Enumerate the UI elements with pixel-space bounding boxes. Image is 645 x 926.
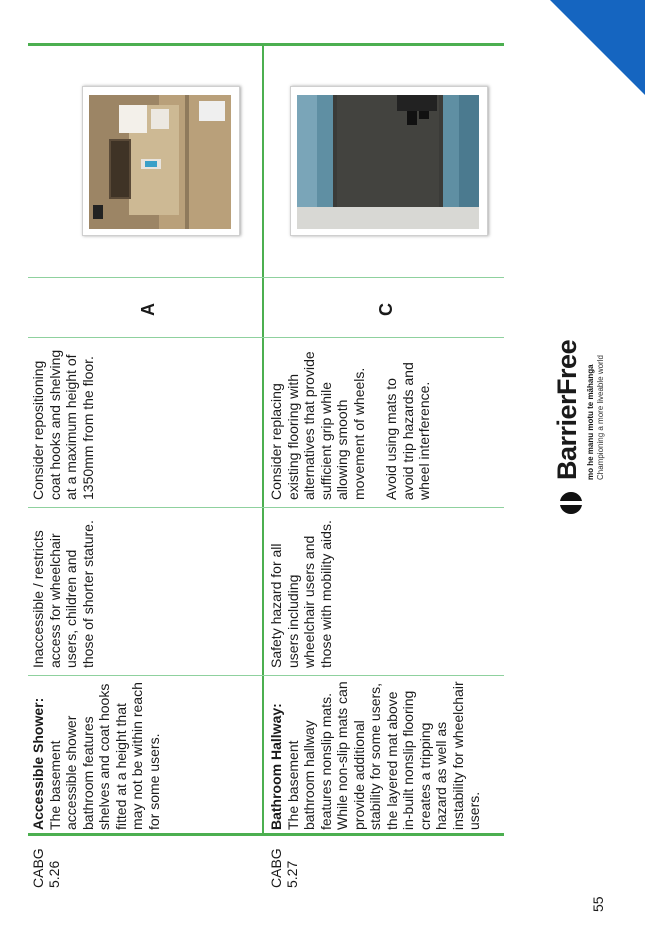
row-id: CABG 5.27 [268, 848, 300, 888]
table-left-border [28, 833, 504, 836]
barrierfree-mark-icon [558, 490, 584, 516]
issue-title: Bathroom Hallway: [268, 703, 284, 830]
shower-photo [82, 86, 240, 236]
col-divider [28, 507, 504, 508]
col-divider [28, 337, 504, 338]
issue-text: The basement accessible shower bathroom features shelves and coat hooks fitted at a height that may not be within reach for some users. [46, 682, 162, 830]
barrierfree-logo [552, 186, 632, 516]
issue-description [268, 678, 483, 830]
logo-tagline: Championing a more liveable world [596, 355, 605, 480]
col-divider [28, 277, 504, 278]
table-row-divider [262, 43, 264, 836]
table-right-border [28, 43, 504, 46]
impact-text: Safety hazard for all users including wheelchair users and those with mobility aids. [268, 520, 334, 668]
issue-text: The basement bathroom hallway features nonslip mats. While non-slip mats can provide additional stability for some users, the layered mat above in-built nonslip flooring creates a tripping hazard as well as instability for wheelchair users. [284, 681, 482, 830]
hallway-photo-image [297, 95, 479, 229]
shower-photo-image [89, 95, 231, 229]
recommendation-text: Consider repositioning coat hooks and shelving at a maximum height of 1350mm from the floor. [30, 349, 96, 500]
rating-badge: C [376, 303, 396, 316]
issue-description [30, 680, 162, 830]
impact-text: Inaccessible / restricts access for wheelchair users, children and those of shorter stature. [30, 520, 96, 668]
recommendation-block [268, 342, 433, 500]
issue-title: Accessible Shower: [30, 697, 46, 830]
col-divider [28, 675, 504, 676]
recommendation-text-2: Avoid using mats to avoid trip hazards and wheel interference. [383, 362, 432, 500]
recommendation-text: Consider replacing existing flooring with alternatives that provide sufficient grip while allowing smooth movement of wheels. [268, 351, 367, 500]
logo-tagline-maori: mo he manu motu te māhanga [586, 364, 595, 480]
logo-wordmark: BarrierFree [552, 339, 582, 480]
page-number: 55 [590, 896, 606, 912]
row-id: CABG 5.26 [30, 848, 62, 888]
hallway-photo [290, 86, 488, 236]
rating-badge: A [138, 303, 158, 316]
